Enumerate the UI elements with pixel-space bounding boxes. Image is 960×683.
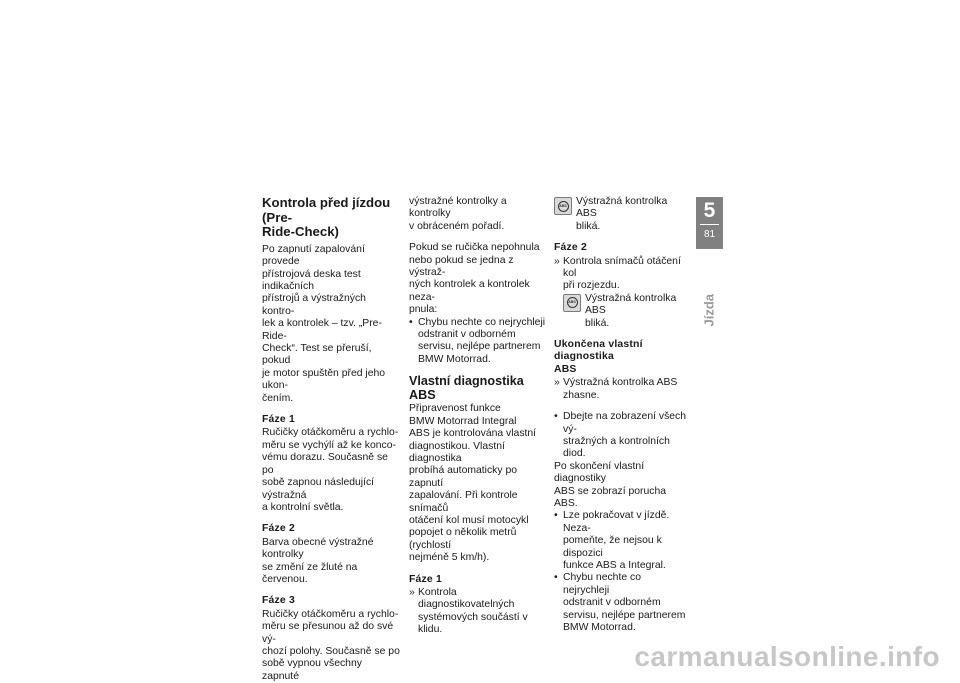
abs-warning-blinks-row	[554, 196, 690, 233]
column-3	[554, 196, 690, 634]
text-line: Barva obecné výstražné kontrolky	[262, 536, 374, 561]
chapter-side-label: Jízda	[701, 293, 717, 327]
abs-phase-1-item	[409, 587, 546, 637]
text-line: měru se vychýlí až ke konco-	[262, 439, 396, 451]
text-line: a kontrolní světla.	[262, 501, 344, 513]
text-line: funkce ABS a Integral.	[563, 559, 666, 571]
text-line: servisu, nejlépe partnerem	[418, 341, 541, 353]
phase-2-heading: Fáze 2	[262, 523, 295, 535]
abs-phase-1-heading: Fáze 1	[409, 573, 442, 585]
text-line: Dbejte na zobrazení všech vý-	[563, 411, 687, 435]
arrow-marker: »	[554, 255, 560, 267]
text-line: stražných a kontrolních diod.	[563, 435, 670, 460]
text-line: Lze pokračovat v jízdě. Neza-	[563, 510, 670, 534]
text-line: Připravenost funkce	[409, 403, 501, 415]
text-line: přístrojová deska test indikačních	[262, 268, 361, 292]
text-line: při rozjezdu.	[563, 280, 620, 292]
text-line: ABS se zobrazí porucha ABS.	[554, 485, 667, 509]
text-line: BMW Motorrad.	[563, 622, 636, 633]
bullet-marker: •	[554, 510, 558, 522]
text-line: vému dorazu. Současně se po	[262, 452, 388, 476]
text-line: Check“. Test se přeruší, pokud	[262, 343, 372, 367]
intro-paragraph	[262, 244, 400, 405]
text-line: Kontrola snímačů otáčení kol	[563, 255, 681, 280]
bullet-item-check-diodes	[554, 411, 690, 461]
text-line: diagnostikou. Vlastní diagnostika	[409, 440, 505, 464]
column-1	[262, 196, 400, 683]
phase-2-paragraph	[262, 537, 400, 587]
text-line: přístrojů a výstražných kontro-	[262, 293, 366, 317]
abs-self-diagnosis-paragraph	[409, 403, 546, 564]
text-line: bliká.	[585, 317, 610, 329]
text-line: BMW Motorrad Integral	[409, 415, 517, 427]
abs-icon-label: ABS	[558, 201, 569, 212]
phase-3-heading: Fáze 3	[262, 595, 295, 607]
bullet-item-service-2	[554, 572, 690, 634]
text-line: výstražné kontrolky a kontrolky	[409, 196, 507, 220]
abs-warning-light-icon	[554, 197, 572, 215]
bullet-item-service	[409, 317, 546, 367]
text-line: v obráceném pořadí.	[409, 220, 505, 232]
abs-warning-light-icon	[563, 294, 581, 312]
text-line: Výstražná kontrolka ABS	[585, 292, 677, 317]
text-line: ABS je kontrolována vlastní	[409, 428, 537, 440]
text-line: se změní ze žluté na červenou.	[262, 561, 358, 585]
abs-phase-2-item	[554, 256, 690, 293]
arrow-marker: »	[409, 586, 415, 598]
text-line: Chybu nechte co nejrychleji	[563, 572, 641, 596]
bullet-marker: •	[409, 316, 413, 328]
text-line: probíhá automaticky po zapnutí	[409, 465, 518, 489]
text-line: chozí polohy. Současně se po	[262, 645, 400, 657]
title-line: Ride-Check)	[262, 224, 339, 240]
text-line: sobě zapnou následující výstražná	[262, 477, 375, 501]
section-title-pre-ride-check	[262, 196, 400, 240]
text-line: Chybu nechte co nejrychleji	[418, 316, 546, 328]
text-line: nejméně 5 km/h).	[409, 552, 490, 564]
text-line: otáčení kol musí motocykl	[409, 514, 529, 526]
text-line: Výstražná kontrolka ABS	[563, 377, 678, 389]
text-line: odstranit v odborném	[563, 597, 661, 609]
text-line: Ručičky otáčkoměru a rychlo-	[262, 427, 399, 439]
text-line: je motor spuštěn před jeho ukon-	[262, 367, 386, 392]
text-line: BMW Motorrad.	[418, 353, 491, 365]
text-line: odstranit v odborném	[418, 329, 516, 341]
text-line: zapalování. Při kontrole snímačů	[409, 490, 518, 514]
title-line: Kontrola před jízdou (Pre-	[262, 195, 391, 225]
abs-warning-blinks-row-2	[563, 293, 690, 330]
text-line: pnula:	[409, 304, 438, 316]
phase-1-heading: Fáze 1	[262, 414, 295, 426]
text-line: systémových součástí v klidu.	[418, 611, 528, 636]
column-2	[409, 196, 546, 637]
text-line: Ukončena vlastní diagnostika	[554, 339, 643, 363]
abs-phase-2-heading: Fáze 2	[554, 242, 587, 254]
text-line: zhasne.	[563, 389, 600, 401]
text-line: Kontrola diagnostikovatelných	[418, 586, 515, 611]
text-line: ných kontrolek a kontrolek neza-	[409, 279, 530, 303]
text-line: měru se přesunou až do své vý-	[262, 621, 394, 645]
abs-diagnosis-complete-heading	[554, 339, 690, 376]
warning-note-paragraph	[409, 242, 546, 316]
abs-icon-label: ABS	[567, 297, 578, 308]
continued-paragraph	[409, 196, 546, 233]
chapter-badge	[696, 197, 723, 249]
arrow-marker: »	[554, 377, 560, 389]
text-line: bliká.	[576, 220, 601, 232]
text-line: Po skončení vlastní diagnostiky	[554, 460, 645, 485]
watermark: carmanualsonline.info	[634, 641, 940, 672]
text-line: servisu, nejlépe partnerem	[563, 609, 686, 621]
text-line: čením.	[262, 392, 294, 404]
phase-1-paragraph	[262, 427, 400, 514]
bullet-marker: •	[554, 572, 558, 584]
text-line: Ručičky otáčkoměru a rychlo-	[262, 608, 399, 620]
text-line: lek a kontrolek – tzv. „Pre-Ride-	[262, 318, 382, 342]
text-line: Po zapnutí zapalování provede	[262, 243, 365, 268]
bullet-item-continue-riding	[554, 510, 690, 572]
text-line: Výstražná kontrolka ABS	[576, 196, 668, 220]
abs-self-diagnosis-heading: Vlastní diagnostika ABS	[409, 374, 524, 403]
text-line: pomeňte, že nejsou k dispozici	[563, 535, 662, 559]
abs-light-off-item	[554, 377, 690, 402]
page-number: 81	[703, 229, 716, 240]
text-line: popojet o několik metrů (rychlostí	[409, 527, 517, 551]
bullet-marker: •	[554, 411, 558, 423]
text-line: nebo pokud se jedna z výstraž-	[409, 254, 514, 279]
chapter-number: 5	[703, 199, 716, 222]
text-line: ABS	[554, 363, 577, 375]
text-line: sobě vypnou všechny zapnuté	[262, 658, 362, 682]
text-line: Pokud se ručička nepohnula	[409, 242, 540, 254]
after-diagnosis-paragraph	[554, 461, 690, 511]
